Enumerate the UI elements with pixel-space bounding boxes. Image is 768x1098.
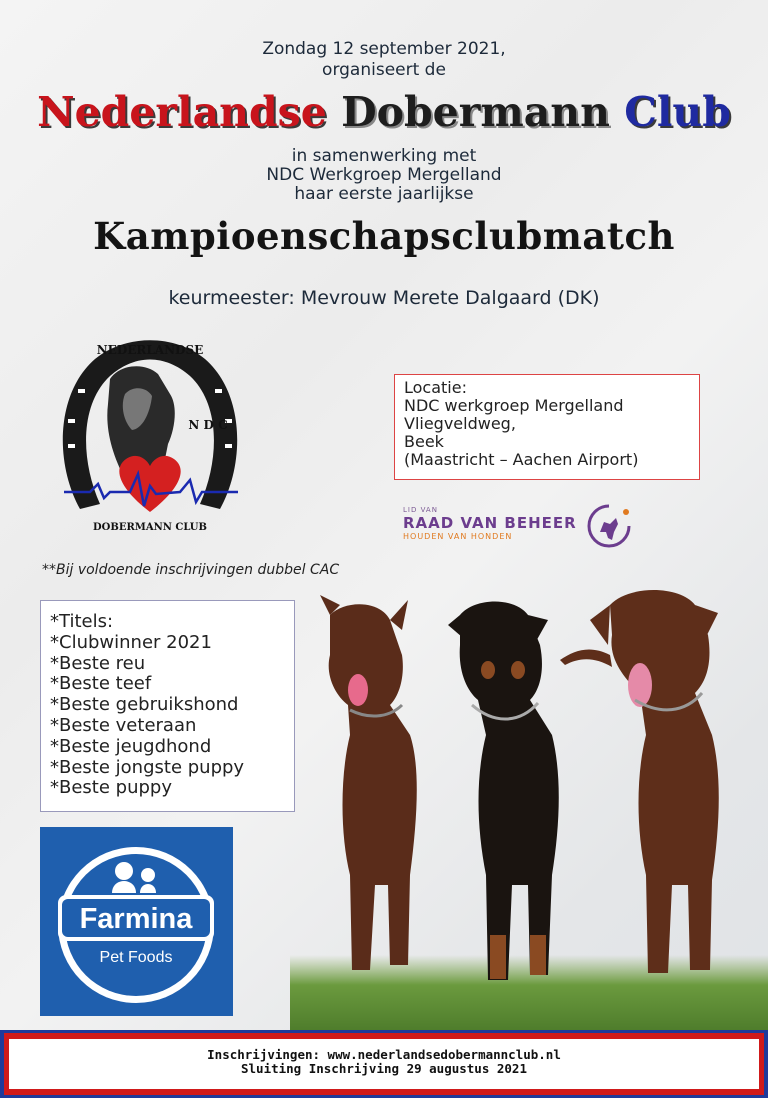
raad-lid-text: LID VAN bbox=[403, 506, 438, 514]
dogs-illustration-icon bbox=[290, 575, 768, 1030]
logo-ndc-text: N D C bbox=[188, 418, 228, 432]
cooperation-line1: in samenwerking met bbox=[291, 146, 477, 166]
title-item: *Beste jongste puppy bbox=[50, 756, 245, 778]
ndc-logo bbox=[50, 334, 250, 534]
intro-date: Zondag 12 september 2021, bbox=[262, 39, 506, 59]
location-line: (Maastricht – Aachen Airport) bbox=[404, 450, 639, 469]
footer-box bbox=[9, 1039, 759, 1089]
logo-top-text: NEDERLANDSE bbox=[96, 343, 204, 357]
dog-circle-icon bbox=[586, 502, 632, 552]
farmina-sub-text: Pet Foods bbox=[99, 949, 173, 966]
farmina-brand-text: Farmina bbox=[79, 903, 193, 935]
judge-line: keurmeester: Mevrouw Merete Dalgaard (DK) bbox=[168, 287, 600, 309]
title-item: *Beste gebruikshond bbox=[50, 694, 239, 716]
title-item: *Beste jeugdhond bbox=[50, 735, 212, 757]
title-item: *Clubwinner 2021 bbox=[50, 631, 212, 653]
titles-box bbox=[40, 600, 295, 812]
club-title bbox=[0, 88, 768, 136]
title-item: *Beste teef bbox=[50, 673, 152, 695]
dobermann-dogs-photo bbox=[290, 575, 768, 1030]
location-label: Locatie: bbox=[404, 378, 467, 397]
intro-organiseert: organiseert de bbox=[322, 60, 446, 80]
club-word-nederlandse: Nederlandse bbox=[37, 88, 327, 136]
title-item: *Beste reu bbox=[50, 652, 146, 674]
logo-bottom-text: DOBERMANN CLUB bbox=[93, 522, 207, 533]
club-word-club: Club bbox=[624, 88, 731, 136]
cooperation-line3: haar eerste jaarlijkse bbox=[294, 184, 474, 204]
title-item: *Beste puppy bbox=[50, 777, 172, 799]
footer-deadline: Sluiting Inschrijving 29 augustus 2021 bbox=[241, 1061, 527, 1076]
club-word-dobermann: Dobermann bbox=[341, 88, 610, 136]
farmina-badge-icon bbox=[40, 827, 233, 1016]
event-title: Kampioenschapsclubmatch bbox=[93, 214, 675, 258]
raad-van-beheer-logo bbox=[400, 500, 640, 556]
raad-sub-text: HOUDEN VAN HONDEN bbox=[403, 532, 513, 541]
farmina-logo bbox=[40, 827, 233, 1016]
location-line: NDC werkgroep Mergelland bbox=[404, 396, 624, 415]
title-item: *Titels: bbox=[50, 611, 114, 632]
raad-name-text: RAAD VAN BEHEER bbox=[403, 514, 577, 532]
cooperation-line2: NDC Werkgroep Mergelland bbox=[266, 165, 502, 185]
cac-note: **Bij voldoende inschrijvingen dubbel CAC bbox=[42, 562, 340, 578]
footer-registration: Inschrijvingen: www.nederlandsedobermannclub.nl bbox=[207, 1047, 561, 1062]
location-line: Beek bbox=[404, 432, 444, 451]
location-line: Vliegveldweg, bbox=[404, 414, 516, 433]
location-box bbox=[394, 374, 700, 480]
horseshoe-dog-logo-icon bbox=[50, 334, 250, 534]
title-item: *Beste veteraan bbox=[50, 714, 197, 736]
